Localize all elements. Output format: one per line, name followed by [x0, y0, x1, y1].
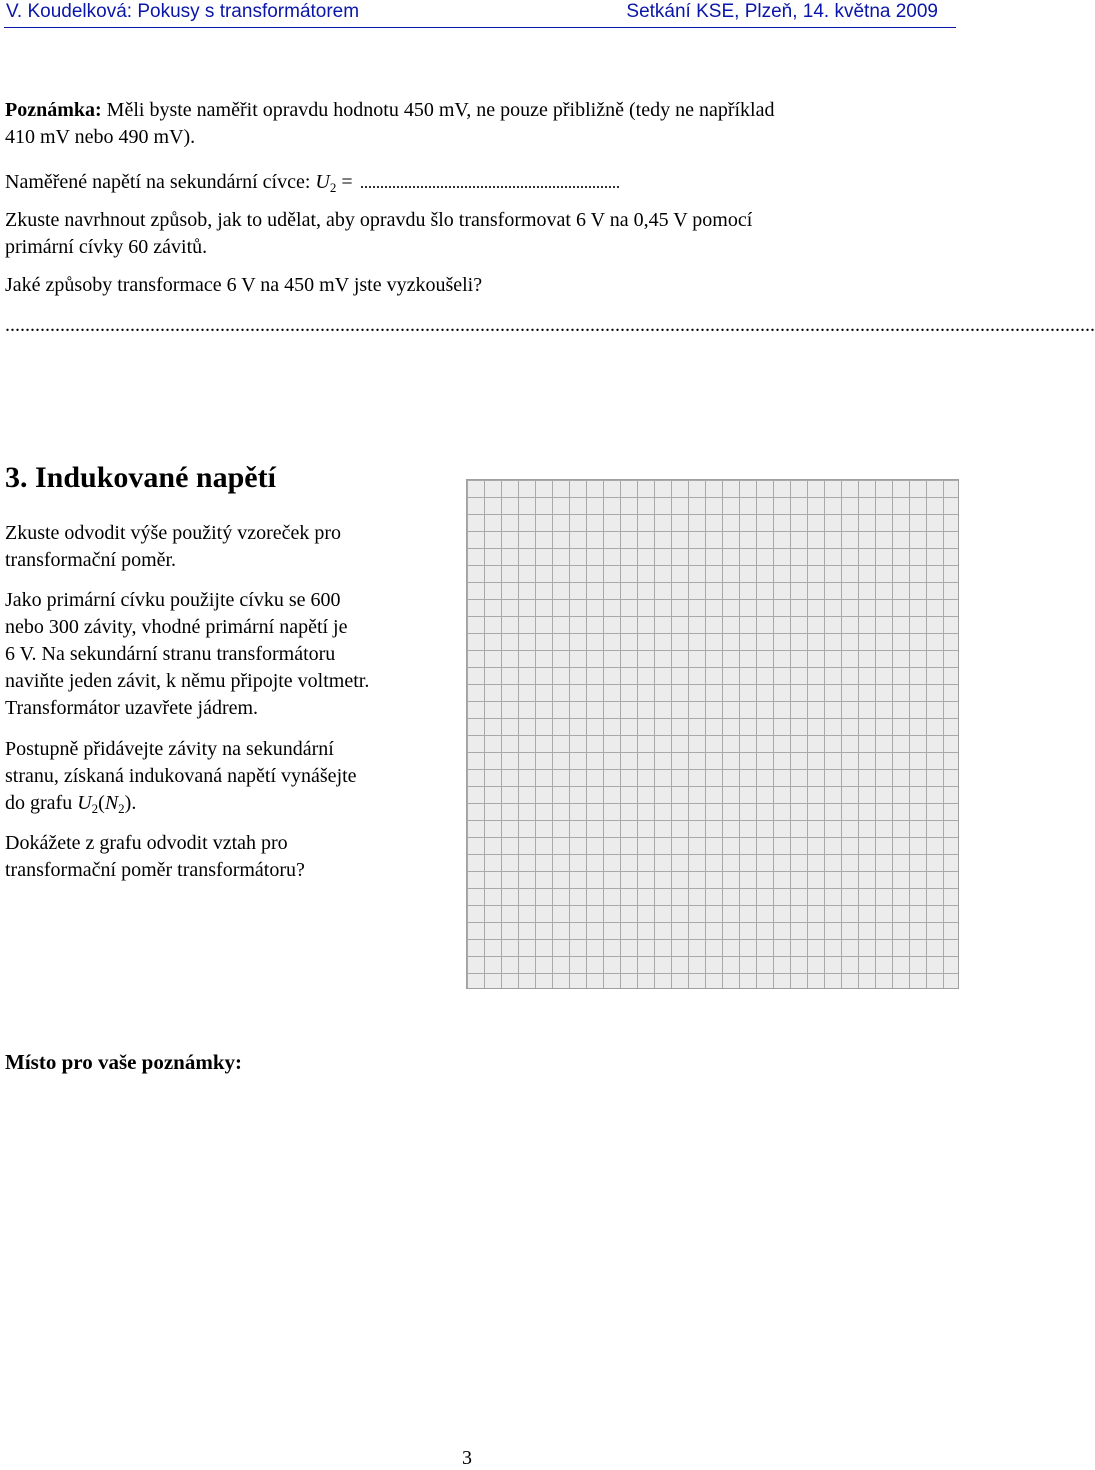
task-line-1: Zkuste navrhnout způsob, jak to udělat, aby opravdu šlo transformovat 6 V na 0,45 V pomocí [5, 209, 753, 231]
question: Jaké způsoby transformace 6 V na 450 mV jste vyzkoušeli? [5, 274, 483, 296]
note-label: Poznámka: [5, 99, 102, 121]
paragraph-3: Postupně přidávejte závity na sekundární stranu, získaná indukovaná napětí vynášejte do grafu $U_2(N_2)$. [5, 738, 357, 816]
header-left: V. Koudelková: Pokusy s transformátorem [6, 1, 360, 22]
paragraph-2: Jako primární cívku použijte cívku se 600 nebo 300 závity, vhodné primární napětí je 6 V. Na sekundární stranu transformátoru naviňte jeden závit, k němu připojte voltmetr. Transformátor uzavřete jádrem. [5, 589, 370, 719]
note-line-2: 410 mV nebo 490 mV). [5, 126, 196, 148]
paragraph-1: Zkuste odvodit výše použitý vzoreček pro transformační poměr. [5, 522, 342, 571]
notes-heading: Místo pro vaše poznámky: [5, 1050, 243, 1074]
graph-paper-grid[interactable] [466, 479, 959, 989]
note-line-1 [5, 97, 774, 124]
page-number: 3 [462, 1447, 472, 1469]
paragraph-4: Dokážete z grafu odvodit vztah pro transformační poměr transformátoru? [5, 832, 305, 881]
page-header [0, 0, 960, 30]
task-line-2: primární cívky 60 závitů. [5, 236, 208, 258]
note-text-1: Měli byste naměřit opravdu hodnotu 450 mV, ne pouze přibližně (tedy ne například [101, 99, 775, 121]
answer-dotted-line[interactable]: .......................................................................................................................................................................................................................... [5, 314, 1095, 336]
header-rule [4, 27, 956, 28]
answer-blank[interactable] [361, 170, 619, 188]
header-right: Setkání KSE, Plzeň, 14. května 2009 [626, 1, 938, 22]
measured-voltage: Naměřené napětí na sekundární cívce: $U_2$ = [5, 169, 619, 197]
section-title: 3. Indukované napětí [5, 461, 276, 494]
